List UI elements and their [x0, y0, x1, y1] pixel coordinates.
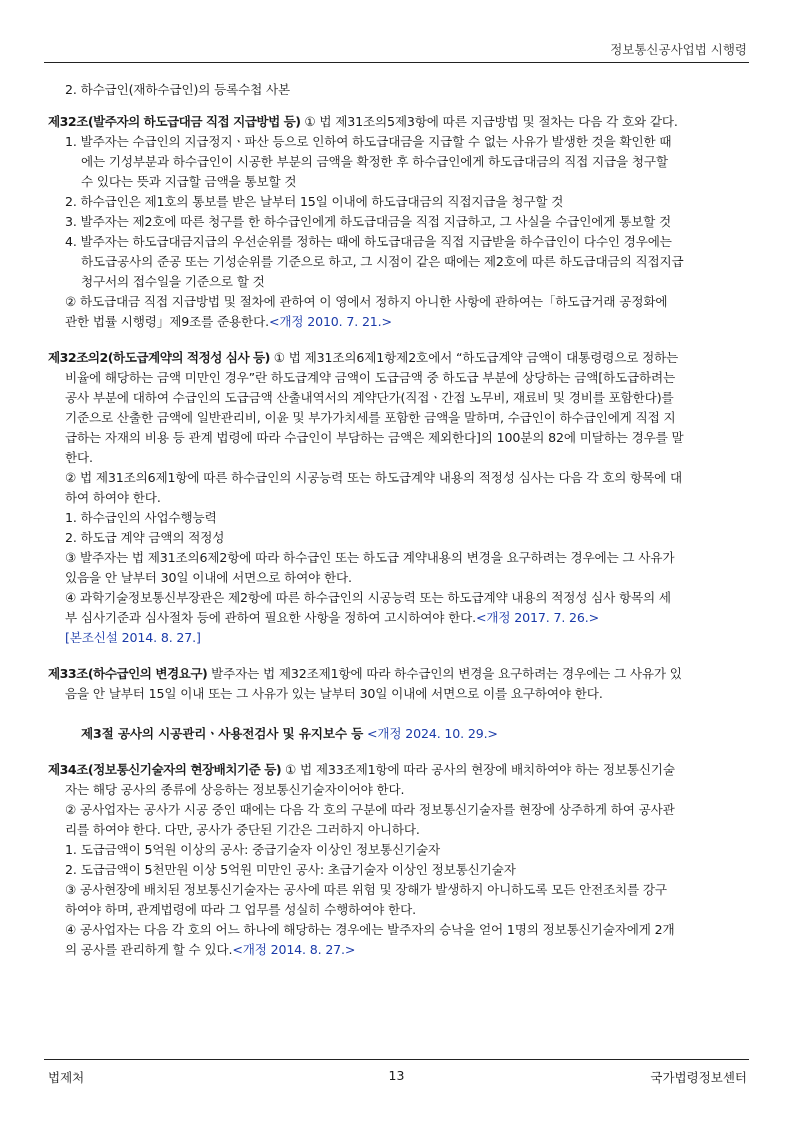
- paragraph-continuation: 음을 안 날부터 15일 이내 또는 그 사유가 있는 날부터 30일 이내에 서면으로 이를 요구하여야 한다.: [65, 686, 603, 701]
- list-item-continuation: 수 있다는 뜻과 지급할 금액을 통보할 것: [81, 174, 297, 189]
- running-header: 정보통신공사업법 시행령: [610, 42, 747, 57]
- amendment-link[interactable]: <개정 2017. 7. 26.>: [476, 610, 600, 625]
- paragraph: ③ 발주자는 법 제31조의6제2항에 따라 하수급인 또는 하도급 계약내용의 변경을 요구하려는 경우에는 그 사유가: [65, 550, 675, 565]
- article-title: 제32조(발주자의 하도급대금 직접 지급방법 등): [48, 114, 301, 129]
- paragraph-continuation: [48, 312, 753, 332]
- article-33-heading: [48, 664, 753, 684]
- paragraph: ④ 공사업자는 다음 각 호의 어느 하나에 해당하는 경우에는 발주자의 승낙을 얻어 1명의 정보통신기술자에게 2개: [65, 922, 675, 937]
- section-3-heading: [48, 724, 753, 744]
- footer-divider: [44, 1059, 749, 1060]
- paragraph: ② 공사업자는 공사가 시공 중인 때에는 다음 각 호의 구분에 따라 정보통신기술자를 현장에 상주하게 하여 공사관: [65, 802, 675, 817]
- list-item: 2. 하도급 계약 금액의 적정성: [65, 530, 225, 545]
- paragraph-text: 발주자는 법 제32조제1항에 따라 하수급인의 변경을 요구하려는 경우에는 그 사유가 있: [207, 666, 682, 681]
- paragraph-continuation: 자는 해당 공사의 종류에 상응하는 정보통신기술자이어야 한다.: [65, 782, 405, 797]
- paragraph-continuation: 비율에 해당하는 금액 미만인 경우”란 하도급계약 금액이 도급금액 중 하도급 부분에 상당하는 금액[하도급하려는: [65, 370, 676, 385]
- article-title: 제33조(하수급인의 변경요구): [48, 666, 208, 681]
- list-item: 3. 발주자는 제2호에 따른 청구를 한 하수급인에게 하도급대금을 직접 지급하고, 그 사실을 수급인에게 통보할 것: [65, 214, 672, 229]
- new-article-note: [48, 628, 753, 648]
- paragraph-continuation: [48, 608, 753, 628]
- footer-publisher: 법제처: [48, 1070, 85, 1085]
- paragraph: ② 법 제31조의6제1항에 따른 하수급인의 시공능력 또는 하도급계약 내용의 적정성 심사는 다음 각 호의 항목에 대: [65, 470, 683, 485]
- article-32-heading: [48, 112, 753, 132]
- list-item: 2. 하수급인(재하수급인)의 등록수첩 사본: [65, 82, 291, 97]
- article-title: 제34조(정보통신기술자의 현장배치기준 등): [48, 762, 282, 777]
- paragraph-continuation: 하여야 하며, 관계법령에 따라 그 업무를 성실히 수행하여야 한다.: [65, 902, 416, 917]
- paragraph-text: 의 공사를 관리하게 할 수 있다.: [65, 942, 233, 957]
- document-body: [48, 80, 753, 960]
- paragraph-text: 관한 법률 시행령」제9조를 준용한다.: [65, 314, 269, 329]
- paragraph-continuation: 하여 하여야 한다.: [65, 490, 161, 505]
- paragraph: ② 하도급대금 직접 지급방법 및 절차에 관하여 이 영에서 정하지 아니한 사항에 관하여는「하도급거래 공정화에: [65, 294, 668, 309]
- section-title: 제3절 공사의 시공관리ㆍ사용전검사 및 유지보수 등: [81, 726, 364, 741]
- paragraph-text: ① 법 제31조의6제1항제2호에서 “하도급계약 금액이 대통령령으로 정하는: [269, 350, 679, 365]
- paragraph-continuation: 한다.: [65, 450, 93, 465]
- footer-source: 국가법령정보센터: [650, 1070, 747, 1085]
- list-item: 1. 도급금액이 5억원 이상의 공사: 중급기술자 이상인 정보통신기술자: [65, 842, 441, 857]
- article-title: 제32조의2(하도급계약의 적정성 심사 등): [48, 350, 270, 365]
- paragraph-continuation: 공사 부분에 대하여 수급인의 도급금액 산출내역서의 계약단가(직접ㆍ간접 노무비, 재료비 및 경비를 포함한다)를: [65, 390, 674, 405]
- list-item: 2. 도급금액이 5천만원 이상 5억원 미만인 공사: 초급기술자 이상인 정보통신기술자: [65, 862, 516, 877]
- header-divider: [44, 62, 749, 63]
- amendment-link[interactable]: <개정 2010. 7. 21.>: [268, 314, 392, 329]
- paragraph-continuation: 기준으로 산출한 금액에 일반관리비, 이윤 및 부가가치세를 포함한 금액을 말하며, 수급인이 하수급인에게 직접 지: [65, 410, 676, 425]
- amendment-link[interactable]: <개정 2014. 8. 27.>: [232, 942, 356, 957]
- list-item-continuation: 청구서의 접수일을 기준으로 할 것: [81, 274, 265, 289]
- paragraph-continuation: 리를 하여야 한다. 다만, 공사가 중단된 기간은 그러하지 아니하다.: [65, 822, 420, 837]
- list-item-continuation: 에는 기성부분과 하수급인이 시공한 부분의 금액을 확정한 후 하수급인에게 하도급대금의 직접 지급을 청구할: [81, 154, 668, 169]
- paragraph-text: ① 법 제33조제1항에 따라 공사의 현장에 배치하여야 하는 정보통신기술: [281, 762, 675, 777]
- paragraph-text: ① 법 제31조의5제3항에 따른 지급방법 및 절차는 다음 각 호와 같다.: [300, 114, 678, 129]
- paragraph-continuation: [48, 940, 753, 960]
- article-34-heading: [48, 760, 753, 780]
- list-item: 1. 발주자는 수급인의 지급정지ㆍ파산 등으로 인하여 하도급대금을 지급할 수 없는 사유가 발생한 것을 확인한 때: [65, 134, 672, 149]
- page-number: 13: [388, 1068, 405, 1083]
- list-item: 4. 발주자는 하도급대금지급의 우선순위를 정하는 때에 하도급대금을 직접 지급받을 하수급인이 다수인 경우에는: [65, 234, 672, 249]
- list-item-continuation: 하도급공사의 준공 또는 기성순위를 기준으로 하고, 그 시점이 같은 때에는 제2호에 따른 하도급대금의 직접지급: [81, 254, 684, 269]
- list-item: 2. 하수급인은 제1호의 통보를 받은 날부터 15일 이내에 하도급대금의 직접지급을 청구할 것: [65, 194, 564, 209]
- article-32-2-heading: [48, 348, 753, 368]
- amendment-link[interactable]: <개정 2024. 10. 29.>: [363, 726, 498, 741]
- paragraph: ④ 과학기술정보통신부장관은 제2항에 따른 하수급인의 시공능력 또는 하도급계약 내용의 적정성 심사 항목의 세: [65, 590, 671, 605]
- list-item: 1. 하수급인의 사업수행능력: [65, 510, 217, 525]
- paragraph-continuation: 급하는 자재의 비용 등 관계 법령에 따라 수급인이 부담하는 금액은 제외한다]의 100분의 82에 미달하는 경우를 말: [65, 430, 684, 445]
- paragraph-continuation: 있음을 안 날부터 30일 이내에 서면으로 하여야 한다.: [65, 570, 352, 585]
- paragraph-text: 부 심사기준과 심사절차 등에 관하여 필요한 사항을 정하여 고시하여야 한다.: [65, 610, 477, 625]
- new-article-link[interactable]: [본조신설 2014. 8. 27.]: [65, 630, 201, 645]
- paragraph: ③ 공사현장에 배치된 정보통신기술자는 공사에 따른 위험 및 장해가 발생하지 아니하도록 모든 안전조치를 강구: [65, 882, 667, 897]
